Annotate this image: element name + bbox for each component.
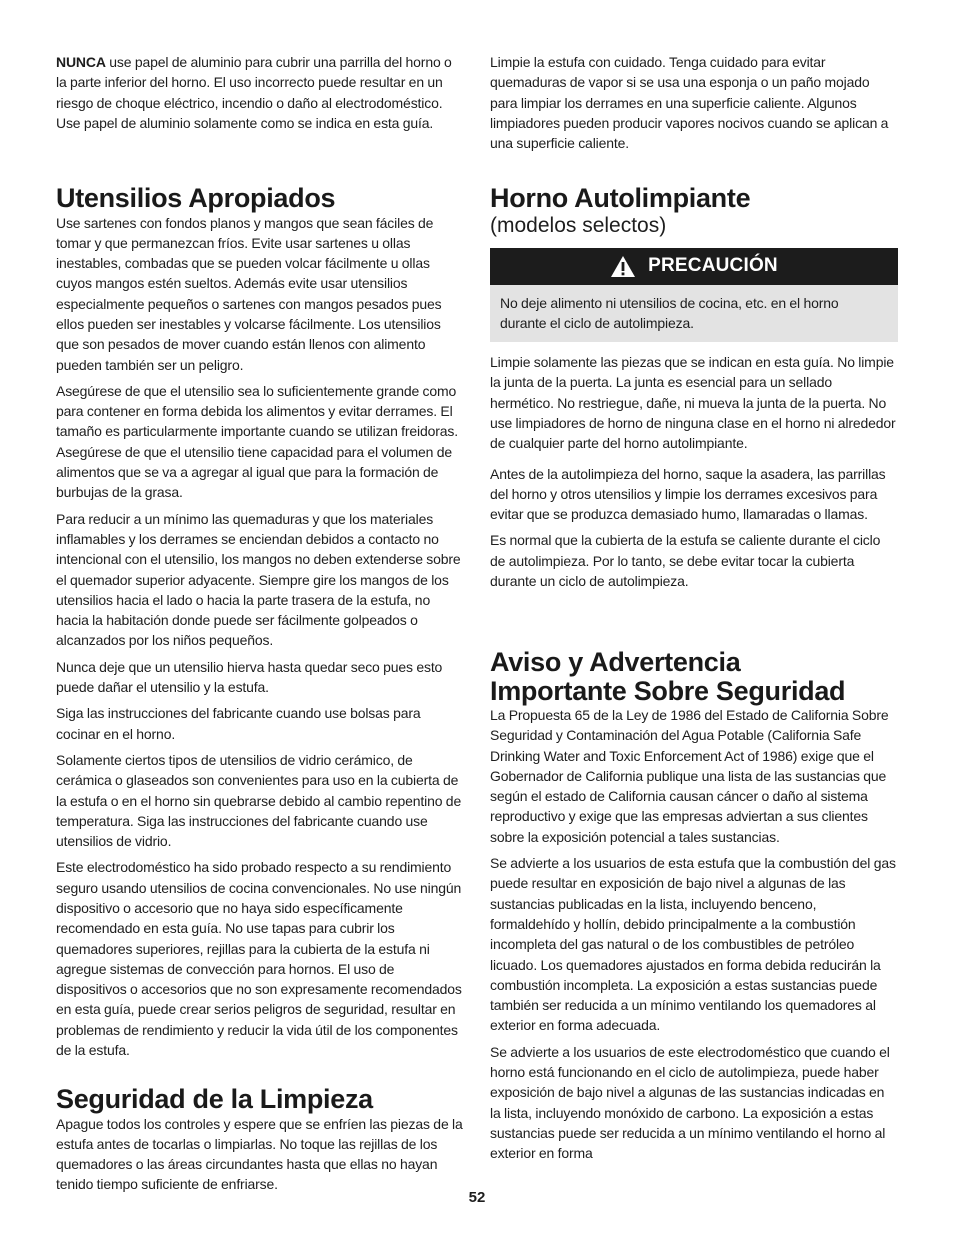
- caution-header: [490, 248, 898, 285]
- paragraph: Antes de la autolimpieza del horno, saque la asadera, las parrillas del horno y otros utensilios y limpie los derrames excesivos para evitar que se produzca demasiado humo, llamaradas o llamas.: [490, 465, 886, 523]
- paragraph: Se advierte a los usuarios de esta estufa que la combustión del gas puede resultar en exposición de bajo nivel a algunas de las sustancias publicadas en la lista, incluyendo benceno, formaldehído y hollín, debido principalmente a la combustión incompleta del gas natural o de los combustibles de petróleo licuado. Los quemadores ajustados en forma debida reducirán la combustión incompleta. La exposición a estas sustancias puede también ser reducida a un mínimo ventilando los quemadores al exterior en forma adecuada.: [490, 855, 896, 1034]
- warning-triangle-icon: [610, 255, 636, 278]
- stove-cleaning-note: [490, 52, 898, 153]
- section-title-aviso: [490, 648, 898, 705]
- caution-label: PRECAUCIÓN: [648, 255, 778, 276]
- never-lead: NUNCA: [56, 54, 106, 70]
- paragraph: Este electrodoméstico ha sido probado respecto a su rendimiento seguro usando utensilios de cocina convencionales. No use ningún dispositivo o accesorio que no haya sido específicamente recomendado en esta guía. No use tapas para cubrir los quemadores superiores, rejillas para la cubierta de la estufa ni agregue sistemas de convección para hornos. El uso de dispositivos o accesorios que no son expresamente recomendados en esta guía, puede crear serios peligros de seguridad, resultar en problemas de rendimiento y reducir la vida útil de los componentes de la estufa.: [56, 859, 462, 1059]
- page-number: 52: [468, 1189, 486, 1206]
- paragraph: Limpie solamente las piezas que se indican en esta guía. No limpie la junta de la puerta. La junta es esencial para un sellado hermético. No restriegue, dañe, ni mueva la junta de la puerta. No use limpiadores de horno de ninguna clase en el horno ni alrededor de cualquier parte del horno autolimpiante.: [490, 354, 896, 452]
- paragraph: Se advierte a los usuarios de este electrodoméstico que cuando el horno está funcionando en el ciclo de autolimpieza, puede haber exposición de bajo nivel a algunas de las sustancias indicadas en la lista, incluyendo monóxido de carbono. La exposición a estas sustancias puede ser reducida a un mínimo ventilando el horno al exterior en forma: [490, 1043, 890, 1162]
- aluminum-foil-paragraph: [56, 52, 464, 133]
- horno-paragraphs: [490, 352, 898, 591]
- aluminum-foil-text: use papel de aluminio para cubrir una parrilla del horno o la parte inferior del horno. El uso incorrecto puede resultar en un riesgo de choque eléctrico, incendio o daño al electrodoméstico. Use papel de aluminio solamente como se indica en esta guía.: [56, 54, 452, 131]
- paragraph: Solamente ciertos tipos de utensilios de vidrio cerámico, de cerámica o glaseados son convenientes para uso en la cubierta de la estufa o en el horno sin quebrarse debido al cambio repentino de temperatura. Siga las instrucciones del fabricante cuando use utensilios de vidrio.: [56, 751, 462, 850]
- section-utensilios: [56, 184, 464, 1060]
- section-title-limpieza: Seguridad de la Limpieza: [56, 1084, 373, 1114]
- section-horno: [490, 184, 898, 591]
- title-line-1: Aviso y Advertencia: [490, 647, 741, 677]
- paragraph: Siga las instrucciones del fabricante cuando use bolsas para cocinar en el horno.: [56, 705, 421, 742]
- section-title-utensilios: Utensilios Apropiados: [56, 183, 336, 213]
- paragraph: La Propuesta 65 de la Ley de 1986 del Estado de California Sobre Seguridad y Contaminación del Agua Potable (California Safe Drinking Water and Toxic Enforcement Act of 1986) exige que el Gobernador de California publique una lista de las sustancias que según el estado de California causan cáncer o daño al sistema reproductivo y exige que las empresas adviertan a sus clientes sobre la exposición potencial a tales sustancias.: [490, 707, 889, 845]
- section-subtitle-horno: (modelos selectos): [490, 213, 667, 237]
- caution-text: No deje alimento ni utensilios de cocina, etc. en el horno durante el ciclo de autolimpieza.: [500, 294, 839, 331]
- paragraph: Asegúrese de que el utensilio sea lo suficientemente grande como para contener en forma debida los alimentos y evitar derrames. El tamaño es particularmente importante cuando se utilizan freidoras. Asegúrese de que el utensilio tiene capacidad para el volumen de alimentos que se va a agregar al igual que para la formación de burbujas de la grasa.: [56, 382, 458, 501]
- paragraph: Use sartenes con fondos planos y mangos que sean fáciles de tomar y que permanezcan fríos. Evite usar sartenes u ollas inestables, combadas que se pueden volcar fácilmente u ollas cuyos mangos estén sueltos. Además evite usar utensilios especialmente pequeños o sartenes con mangos pesados pues ellos pueden ser inestables y volcarse fácilmente. Los utensilios que son pesados de mover cuando están llenos con alimento pueden también ser un peligro.: [56, 214, 442, 373]
- caution-box: [490, 248, 898, 343]
- paragraph: Limpie la estufa con cuidado. Tenga cuidado para evitar quemaduras de vapor si se usa una esponja o un paño mojado para limpiar los derrames en una superficie caliente. Algunos limpiadores pueden producir vapores nocivos cuando se aplican a una superficie caliente.: [490, 54, 889, 152]
- paragraph: Apague todos los controles y espere que se enfríen las piezas de la estufa antes de tocarlas o limpiarlas. No toque las rejillas de los quemadores o las áreas circundantes hasta que ellas no hayan tenido tiempo suficiente de enfriarse.: [56, 1115, 463, 1193]
- section-title-horno: Horno Autolimpiante: [490, 183, 751, 213]
- paragraph: Nunca deje que un utensilio hierva hasta quedar seco pues esto puede dañar el utensilio y la estufa.: [56, 658, 443, 696]
- section-aviso: [490, 648, 898, 1164]
- paragraph: Es normal que la cubierta de la estufa se caliente durante el ciclo de autolimpieza. Por lo tanto, se debe evitar tocar la cubierta durante un ciclo de autolimpieza.: [490, 532, 881, 590]
- title-line-2: Importante Sobre Seguridad: [490, 675, 846, 706]
- paragraph: Para reducir a un mínimo las quemaduras y que los materiales inflamables y los derrames se enciendan debidos a contacto no intencional con el utensilio, los mangos no deben extenderse sobre el quemador superior adyacente. Siempre gire los mangos de los utensilios hacia el lado o hacia la parte trasera de la estufa, no hacia la habitación donde puede ser fácilmente golpeados o alcanzados por los niños pequeños.: [56, 510, 461, 649]
- caution-body: [490, 285, 898, 343]
- aluminum-foil-note: [56, 52, 464, 133]
- section-limpieza: [56, 1085, 464, 1195]
